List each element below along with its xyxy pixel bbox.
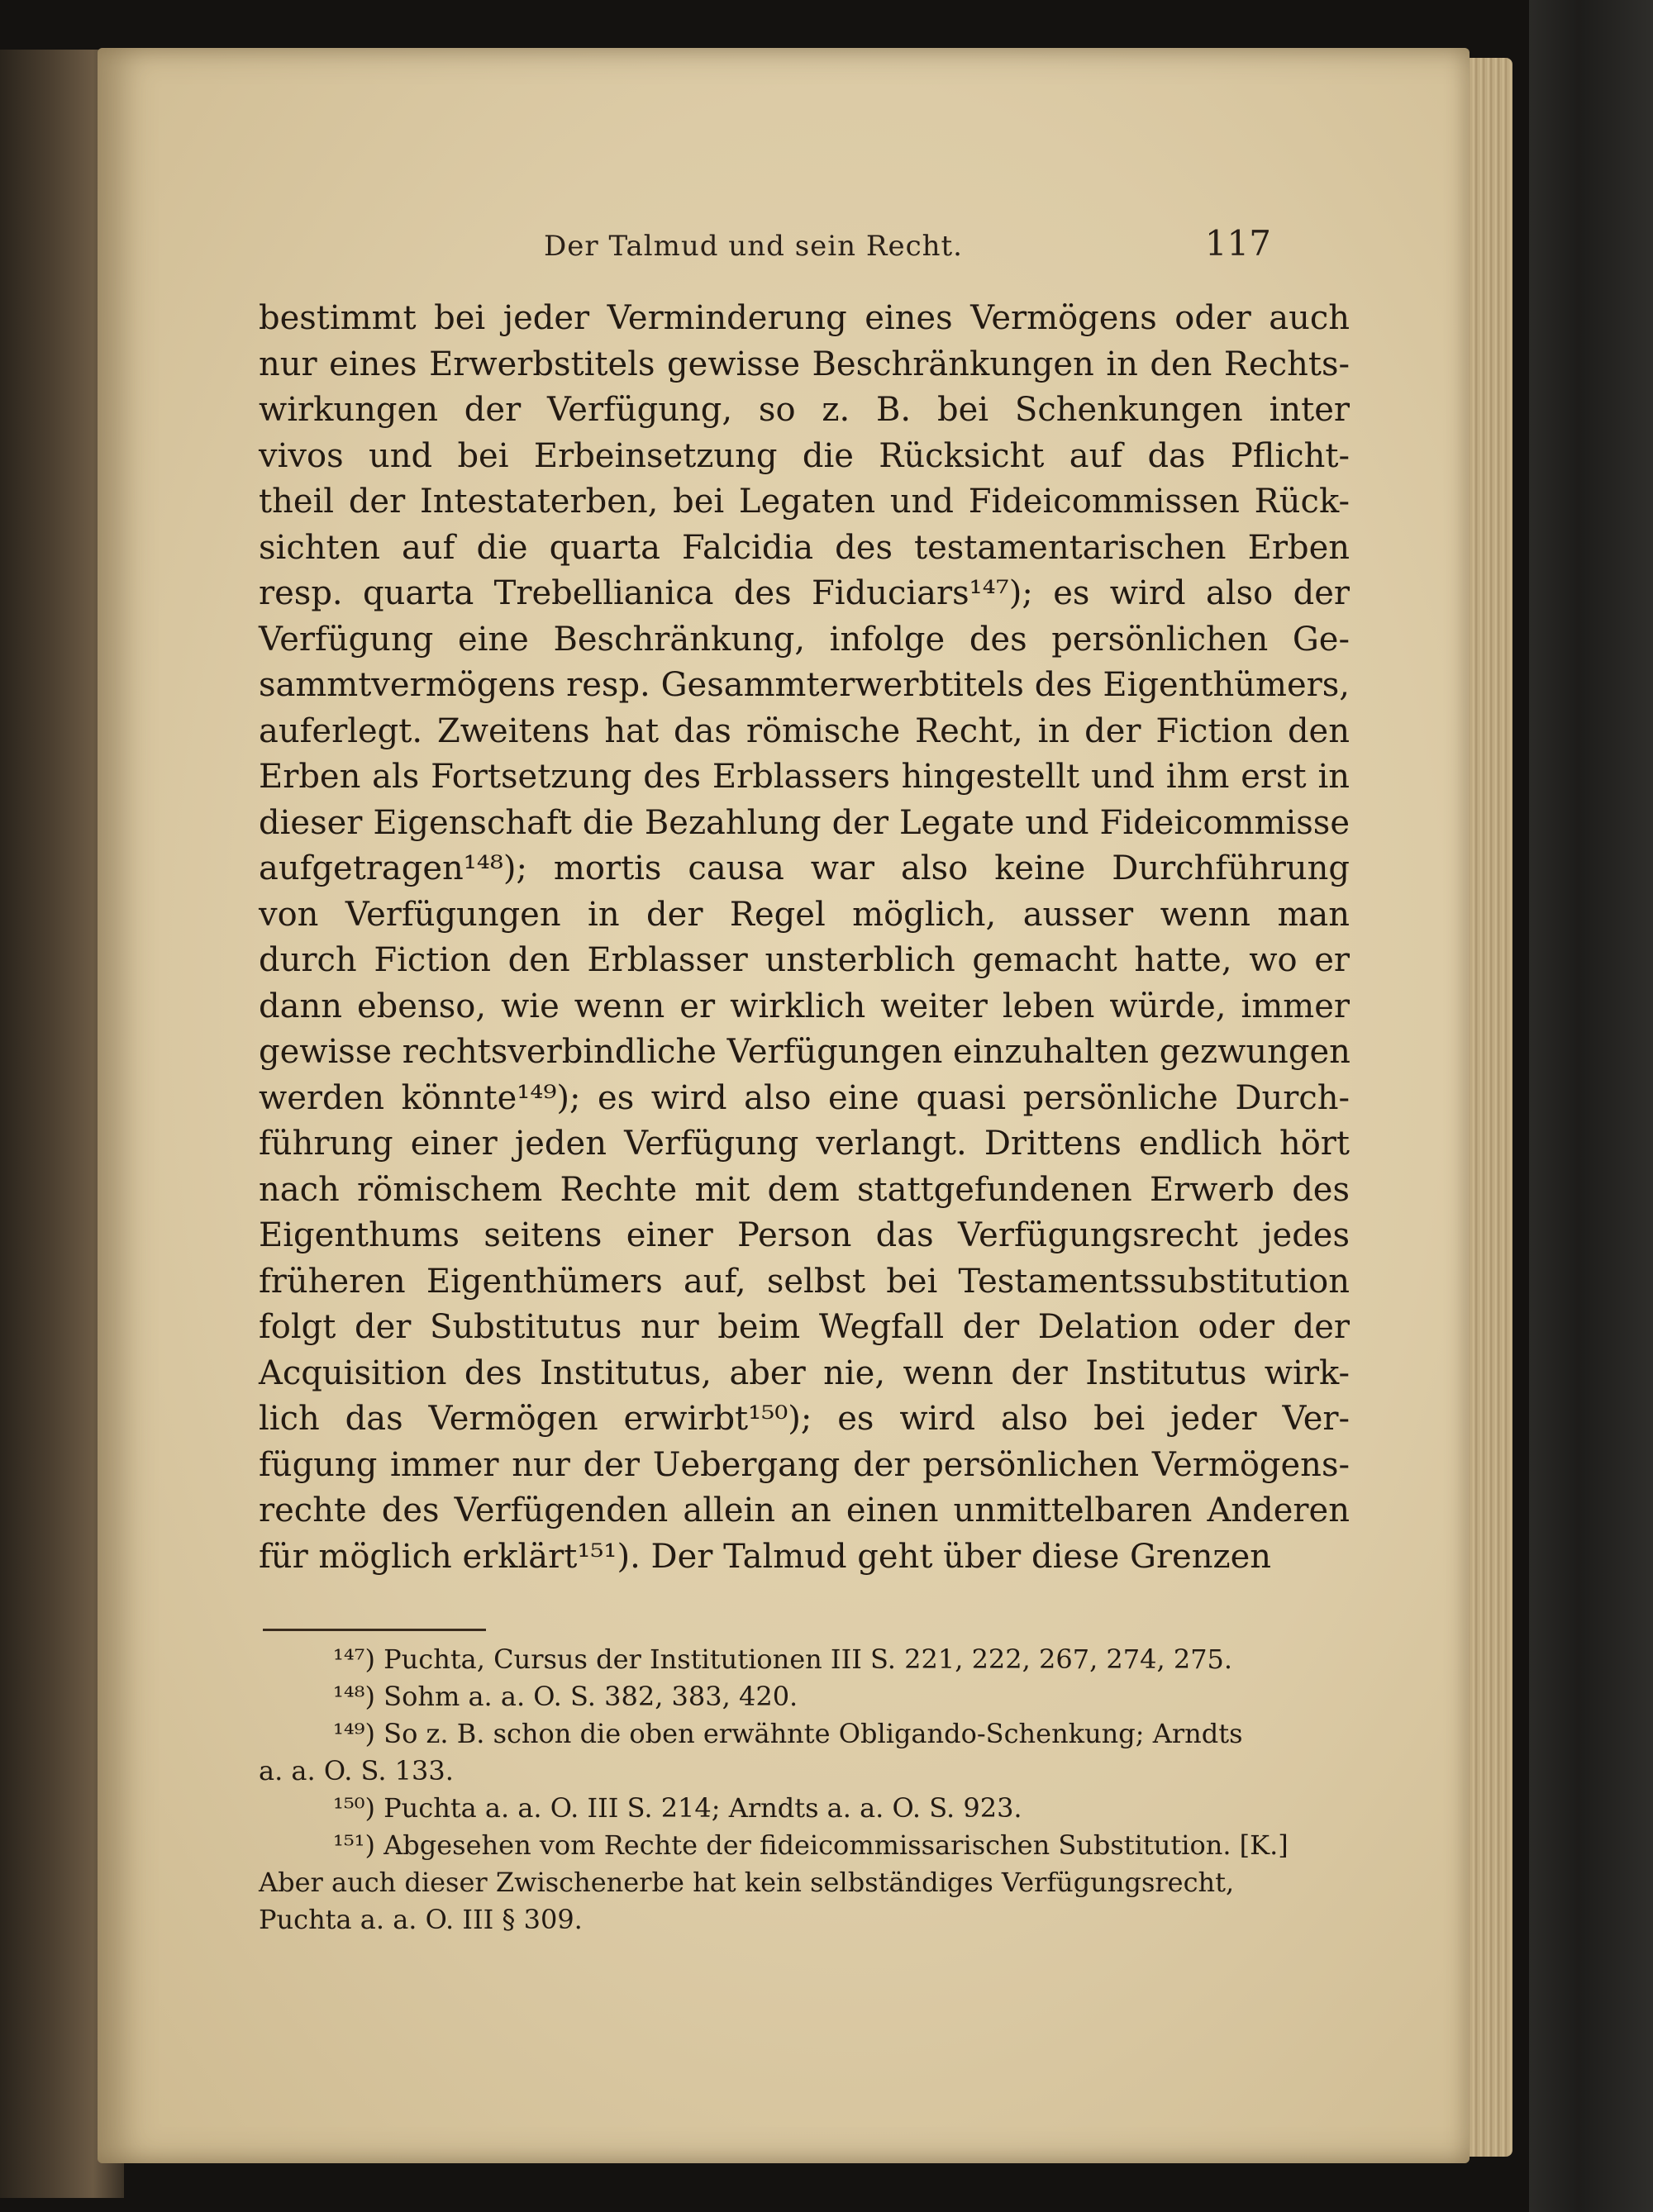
footnotes: [259, 1641, 1350, 1938]
footnote-rule: [263, 1629, 486, 1631]
text-line: Acquisition des Institutus, aber nie, wenn der Institutus wirk-: [259, 1353, 1350, 1392]
text-line: werden könnte¹⁴⁹); es wird also eine quasi persönliche Durch-: [259, 1078, 1350, 1117]
text-line: aufgetragen¹⁴⁸); mortis causa war also keine Durchführung: [259, 849, 1350, 887]
text-line: bestimmt bei jeder Verminderung eines Vermögens oder auch: [259, 299, 1350, 337]
text-line: führung einer jeden Verfügung verlangt. Drittens endlich hört: [259, 1125, 1350, 1163]
text-line: Eigenthums seitens einer Person das Verfügungsrecht jedes: [259, 1216, 1350, 1254]
text-line: für möglich erklärt¹⁵¹). Der Talmud geht über diese Grenzen: [259, 1537, 1271, 1576]
text-line: sammtvermögens resp. Gesammterwerbtitels des Eigenthümers,: [259, 666, 1350, 704]
text-line: dann ebenso, wie wenn er wirklich weiter leben würde, immer: [259, 987, 1350, 1025]
right-cover: [1529, 0, 1653, 2212]
text-line: resp. quarta Trebellianica des Fiduciars¹⁴⁷); es wird also der: [259, 574, 1350, 612]
footnote-147: ¹⁴⁷) Puchta, Cursus der Institutionen III S. 221, 222, 267, 274, 275.: [333, 1644, 1233, 1675]
text-line: sichten auf die quarta Falcidia des testamentarischen Erben: [259, 528, 1350, 567]
text-line: lich das Vermögen erwirbt¹⁵⁰); es wird also bei jeder Ver-: [259, 1400, 1350, 1438]
text-line: früheren Eigenthümers auf, selbst bei Testamentssubstitution: [259, 1262, 1350, 1301]
footnote-151-cont: Puchta a. a. O. III § 309.: [259, 1904, 583, 1935]
text-line: fügung immer nur der Uebergang der persönlichen Vermögens-: [259, 1445, 1350, 1484]
footnote-150: ¹⁵⁰) Puchta a. a. O. III S. 214; Arndts a. a. O. S. 923.: [333, 1792, 1022, 1824]
text-line: folgt der Substitutus nur beim Wegfall der Delation oder der: [259, 1308, 1350, 1346]
body-text: [259, 296, 1350, 1580]
text-line: gewisse rechtsverbindliche Verfügungen einzuhalten gezwungen: [259, 1033, 1351, 1071]
text-line: wirkungen der Verfügung, so z. B. bei Schenkungen inter: [259, 391, 1350, 429]
text-line: von Verfügungen in der Regel möglich, ausser wenn man: [259, 895, 1350, 934]
text-line: auferlegt. Zweitens hat das römische Recht, in der Fiction den: [259, 711, 1350, 750]
footnote-151-cont: Aber auch dieser Zwischenerbe hat kein selbständiges Verfügungsrecht,: [259, 1867, 1235, 1898]
text-line: nach römischem Rechte mit dem stattgefundenen Erwerb des: [259, 1170, 1350, 1209]
text-line: vivos und bei Erbeinsetzung die Rücksicht auf das Pflicht-: [259, 436, 1350, 475]
text-line: nur eines Erwerbstitels gewisse Beschränkungen in den Rechts-: [259, 345, 1350, 383]
footnote-148: ¹⁴⁸) Sohm a. a. O. S. 382, 383, 420.: [333, 1681, 798, 1712]
text-line: rechte des Verfügenden allein an einen unmittelbaren Anderen: [259, 1491, 1350, 1529]
text-line: Erben als Fortsetzung des Erblassers hingestellt und ihm erst in: [259, 758, 1350, 796]
footnote-149: ¹⁴⁹) So z. B. schon die oben erwähnte Obligando-Schenkung; Arndts: [333, 1718, 1243, 1749]
running-head: Der Talmud und sein Recht.: [544, 230, 963, 263]
text-line: Verfügung eine Beschränkung, infolge des persönlichen Ge-: [259, 620, 1350, 659]
text-line: durch Fiction den Erblasser unsterblich gemacht hatte, wo er: [259, 941, 1350, 979]
text-line: theil der Intestaterben, bei Legaten und Fideicommissen Rück-: [259, 483, 1350, 521]
page-number: 117: [1204, 223, 1271, 264]
text-line: dieser Eigenschaft die Bezahlung der Legate und Fideicommisse: [259, 803, 1350, 842]
book-page: [98, 48, 1470, 2163]
footnote-149-cont: a. a. O. S. 133.: [259, 1755, 454, 1786]
page-header: [98, 180, 1470, 264]
footnote-151: ¹⁵¹) Abgesehen vom Rechte der fideicommissarischen Substitution. [K.]: [333, 1829, 1289, 1861]
